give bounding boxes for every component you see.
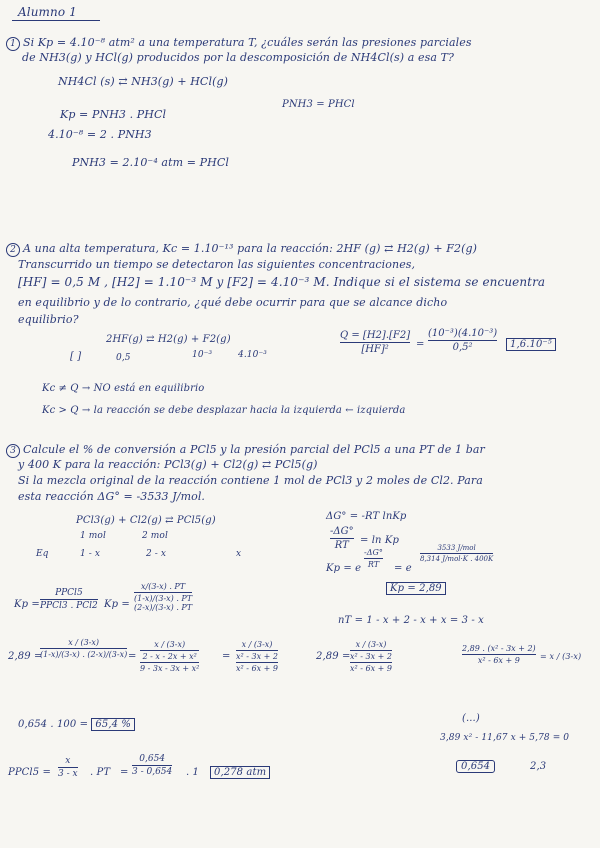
q3-kp-left-fraction: PPCl5 PPCl3 . PCl2 <box>40 588 98 611</box>
q3-step-a-fraction: x / (3-x) (1-x)/(3-x) . (2-x)/(3-x) <box>40 638 128 659</box>
header-underline <box>12 20 100 21</box>
q2-line-2: Transcurrido un tiempo se detectaron las siguientes concentraciones, <box>18 258 416 271</box>
q3-nt-expression: nT = 1 - x + 2 - x + x = 3 - x <box>338 615 484 626</box>
q2-bracket: [ ] <box>70 351 82 362</box>
q2-q-expression: Q = [H2].[F2] [HF]² <box>340 330 411 355</box>
student-header: Alumno 1 <box>18 5 77 19</box>
q3-kp-value: Kp = 2,89 <box>386 582 446 595</box>
q2-q-values: (10⁻³)(4.10⁻³) 0,5² <box>428 328 498 353</box>
q3-line-2: y 400 K para la reacción: PCl3(g) + Cl2(g) ⇄ PCl5(g) <box>18 458 318 471</box>
q3-step-d: 2,89 = <box>316 651 351 662</box>
q2-conc-h2: 10⁻³ <box>192 350 213 360</box>
q3-ppcl5-fraction: x 3 - x <box>58 756 78 779</box>
q3-kp-eq-right: = e <box>394 563 412 574</box>
q3-kp-exp: Kp = e <box>326 563 362 574</box>
q3-ppcl5-equals: = <box>120 767 129 778</box>
q1-line-1: 1 Si Kp = 4.10⁻⁸ atm² a una temperatura T, ¿cuáles serán las presiones parciales <box>6 36 472 51</box>
q3-line-4: esta reacción ΔG° = -3533 J/mol. <box>18 490 206 503</box>
q1-kp-expression: Kp = PNH3 . PHCl <box>60 108 167 121</box>
q3-ppcl5-result: 0,278 atm <box>210 766 270 779</box>
q2-conclusion-1: Kc ≠ Q → NO está en equilibrio <box>42 383 205 394</box>
q3-ppcl5-sub-fraction: 0,654 3 - 0,654 <box>132 754 173 777</box>
q3-ppcl5-times: . 1 <box>186 767 200 778</box>
q3-percent-result: 65,4 % <box>91 718 135 731</box>
q3-kp-mid-fraction: x/(3-x) . PT (1-x)/(3-x) . PT (2-x)/(3-x) . PT <box>134 582 193 612</box>
q3-line-1: 3 Calcule el % de conversión a PCl5 y la presión parcial del PCl5 a una PT de 1 bar <box>6 443 485 458</box>
q3-init-cl2: 2 mol <box>142 531 168 541</box>
q3-step-d-fraction: x / (3-x) x² - 3x + 2 x² - 6x + 9 <box>350 640 392 673</box>
q1-result: PNH3 = 2.10⁻⁴ atm = PHCl <box>72 156 229 169</box>
q3-root-a: 0,654 <box>456 760 495 773</box>
q3-step-c-fraction: x / (3-x) x² - 3x + 2 x² - 6x + 9 <box>236 640 278 673</box>
q3-dg-ln: = ln Kp <box>360 535 399 546</box>
q3-kp-calc-fraction: 3533 J/mol 8,314 J/mol·K . 400K <box>420 544 494 563</box>
q2-equals: = <box>416 339 425 350</box>
q3-kp-mid: Kp = <box>104 599 130 610</box>
q2-line-3: [HF] = 0,5 M , [H2] = 1.10⁻³ M y [F2] = 4.10⁻³ M. Indique si el sistema se encuentra <box>18 275 546 289</box>
q3-ppcl5-pt: . PT <box>90 767 111 778</box>
q2-q-result: 1,6.10⁻⁵ <box>506 338 556 351</box>
q3-dg-fraction: -ΔG° RT <box>330 526 354 551</box>
q2-conc-f2: 4.10⁻³ <box>238 350 267 360</box>
q3-eq-cl2: 2 - x <box>146 549 167 559</box>
q1-line-2: de NH3(g) y HCl(g) producidos por la descomposición de NH4Cl(s) a esa T? <box>22 51 455 64</box>
q2-line-5: equilibrio? <box>18 313 79 326</box>
q3-step-b-equals: = <box>128 651 137 662</box>
q3-root-b: 2,3 <box>530 761 547 772</box>
q1-reaction: NH4Cl (s) ⇄ NH3(g) + HCl(g) <box>58 75 228 88</box>
q3-eq-label: Eq <box>36 549 49 559</box>
q2-number: 2 <box>6 243 20 257</box>
q3-step-e-rhs: = x / (3-x) <box>540 652 582 661</box>
q2-conclusion-2: Kc > Q → la reacción se debe desplazar hacia la izquierda ← izquierda <box>42 405 406 416</box>
q3-quadratic: 3,89 x² - 11,67 x + 5,78 = 0 <box>440 733 570 743</box>
q3-ppcl5-label: PPCl5 = <box>8 767 51 778</box>
q3-init-pcl3: 1 mol <box>80 531 106 541</box>
q3-eq-pcl3: 1 - x <box>80 549 101 559</box>
q1-number: 1 <box>6 37 20 51</box>
q3-number: 3 <box>6 444 20 458</box>
q3-step-c-equals: = <box>222 651 231 662</box>
q3-dg-equation: ΔG° = -RT lnKp <box>326 511 407 522</box>
q3-eq-pcl5: x <box>236 549 242 559</box>
q2-conc-hf: 0,5 <box>116 353 131 363</box>
q3-step-a: 2,89 = <box>8 651 43 662</box>
q2-line-4: en equilibrio y de lo contrario, ¿qué debe ocurrir para que se alcance dicho <box>18 296 448 309</box>
q3-step-b-fraction: x / (3-x) 2 - x - 2x + x² 9 - 3x - 3x + x² <box>140 640 200 673</box>
q1-side-note: PNH3 = PHCl <box>282 99 355 110</box>
q3-kp-exp-fraction: -ΔG° RT <box>364 548 383 569</box>
q3-kp-left: Kp = <box>14 599 40 610</box>
q3-step-e-fraction: 2,89 . (x² - 3x + 2) x² - 6x + 9 <box>462 644 536 665</box>
q3-dots: (...) <box>462 713 480 724</box>
q3-percent-calc: 0,654 . 100 = 65,4 % <box>18 718 135 731</box>
q3-reaction: PCl3(g) + Cl2(g) ⇄ PCl5(g) <box>76 515 216 526</box>
q2-reaction: 2HF(g) ⇄ H2(g) + F2(g) <box>106 334 231 345</box>
q3-line-3: Si la mezcla original de la reacción contiene 1 mol de PCl3 y 2 moles de Cl2. Para <box>18 474 483 487</box>
q2-line-1: 2 A una alta temperatura, Kc = 1.10⁻¹³ para la reacción: 2HF (g) ⇄ H2(g) + F2(g) <box>6 242 477 257</box>
q1-substitution: 4.10⁻⁸ = 2 . PNH3 <box>48 128 152 141</box>
